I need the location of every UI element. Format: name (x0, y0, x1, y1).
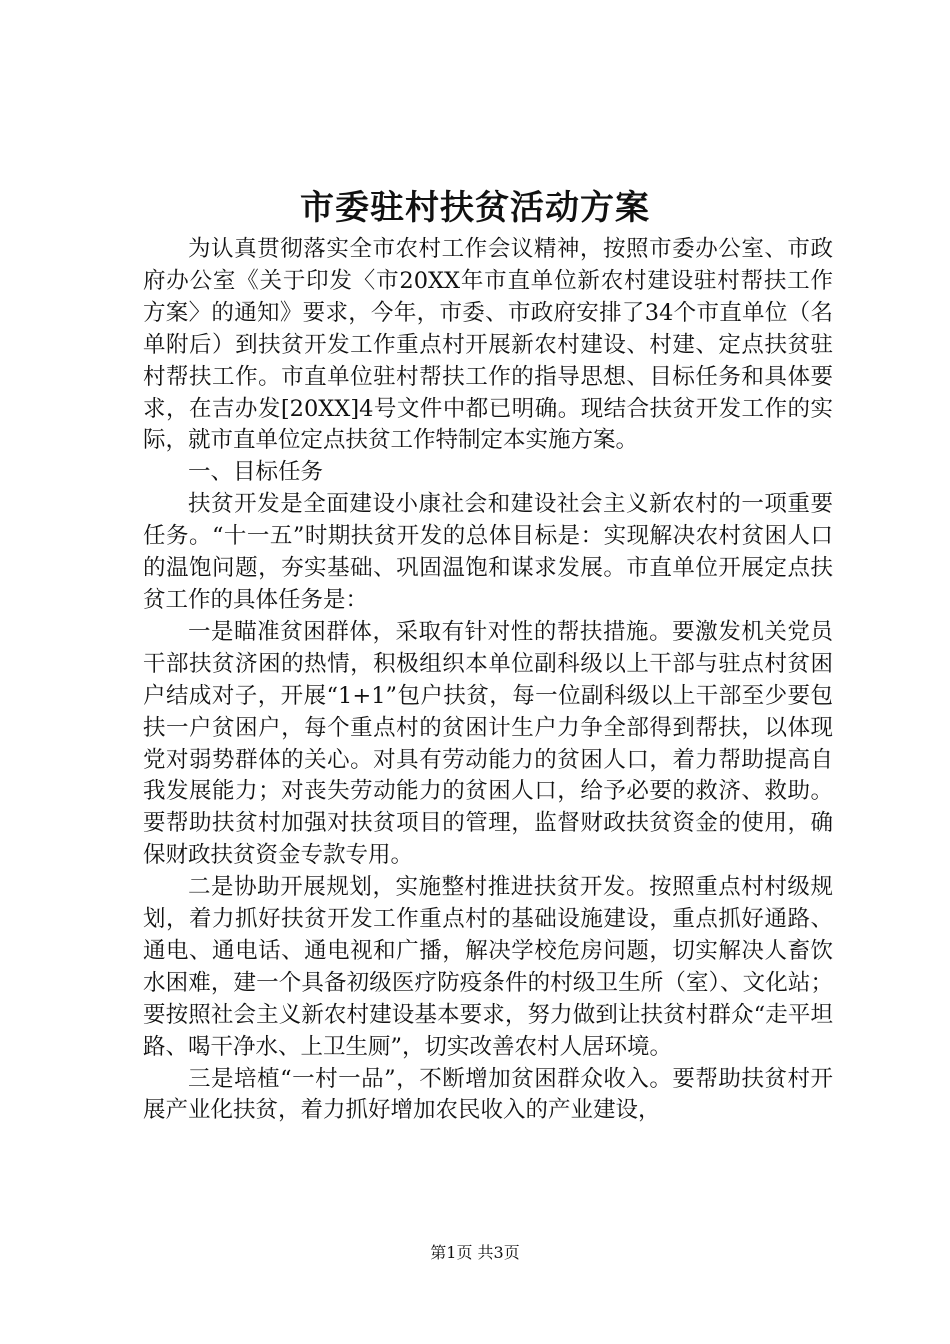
task-three-paragraph: 三是培植“一村一品”，不断增加贫困群众收入。要帮助扶贫村开展产业化扶贫，着力抓好增加农民收入的产业建设， (143, 1065, 833, 1124)
document-title: 市委驻村扶贫活动方案 (300, 188, 650, 228)
intro-paragraph: 为认真贯彻落实全市农村工作会议精神，按照市委办公室、市政府办公室《关于印发〈市20XX年市直单位新农村建设驻村帮扶工作方案〉的通知》要求，今年，市委、市政府安排了34个市直单位（名单附后）到扶贫开发工作重点村开展新农村建设、村建、定点扶贫驻村帮扶工作。市直单位驻村帮扶工作的指导思想、目标任务和具体要求，在吉办发[20XX]4号文件中都已明确。现结合扶贫开发工作的实际，就市直单位定点扶贫工作特制定本实施方案。 (143, 236, 833, 454)
task-one-paragraph: 一是瞄准贫困群体，采取有针对性的帮扶措施。要激发机关党员干部扶贫济困的热情，积极组织本单位副科级以上干部与驻点村贫困户结成对子，开展“1+1”包户扶贫，每一位副科级以上干部至少要包扶一户贫困户，每个重点村的贫困计生户力争全部得到帮扶，以体现党对弱势群体的关心。对具有劳动能力的贫困人口，着力帮助提高自我发展能力；对丧失劳动能力的贫困人口，给予必要的救济、救助。要帮助扶贫村加强对扶贫项目的管理，监督财政扶贫资金的使用，确保财政扶贫资金专款专用。 (143, 618, 833, 869)
task-two-paragraph: 二是协助开展规划，实施整村推进扶贫开发。按照重点村村级规划，着力抓好扶贫开发工作重点村的基础设施建设，重点抓好通路、通电、通电话、通电视和广播，解决学校危房问题，切实解决人畜饮水困难，建一个具备初级医疗防疫条件的村级卫生所（室）、文化站；要按照社会主义新农村建设基本要求，努力做到让扶贫村群众“走平坦路、喝干净水、上卫生厕”，切实改善农村人居环境。 (143, 874, 833, 1060)
page-number-footer: 第1页 共3页 (430, 1243, 520, 1262)
goals-paragraph: 扶贫开发是全面建设小康社会和建设社会主义新农村的一项重要任务。“十一五”时期扶贫开发的总体目标是：实现解决农村贫困人口的温饱问题，夯实基础、巩固温饱和谋求发展。市直单位开展定点扶贫工作的具体任务是： (143, 491, 833, 613)
section-heading-goals: 一、目标任务 (188, 459, 324, 486)
document-body (143, 234, 833, 1127)
